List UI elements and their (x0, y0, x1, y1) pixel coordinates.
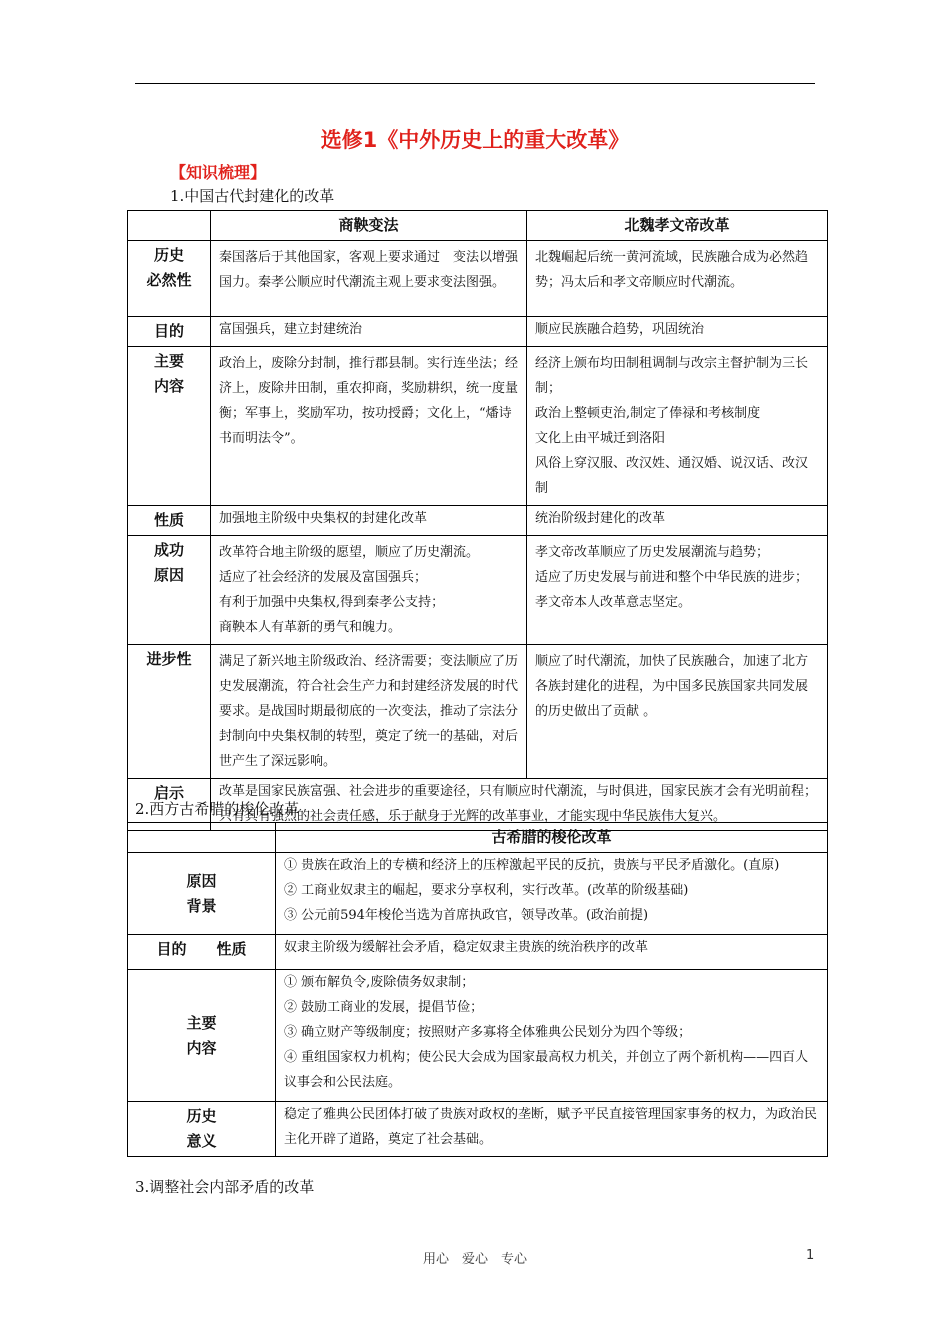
table-cell: 稳定了雅典公民团体打破了贵族对政权的垄断，赋予平民直接管理国家事务的权力，为政治民主化开辟了道路，奠定了社会基础。 (276, 1102, 828, 1157)
table-cell: 富国强兵，建立封建统治 (211, 317, 527, 347)
part1-heading: 1.中国古代封建化的改革 (170, 187, 335, 205)
table-row (128, 1102, 828, 1157)
table-cell: 经济上颁布均田制租调制与改宗主督护制为三长制； 政治上整顿吏治,制定了俸禄和考核制度 文化上由平城迁到洛阳 风俗上穿汉服、改汉姓、通汉婚、说汉话、改汉制 (527, 347, 828, 506)
table-cell: ① 颁布解负令,废除债务奴隶制； ② 鼓励工商业的发展，提倡节俭； ③ 确立财产等级制度；按照财产多寡将全体雅典公民划分为四个等级； ④ 重组国家权力机构；使公民大会成为国家最高权力机关，并创立了两个新机构——四百人议事会和公民法庭。 (276, 970, 828, 1102)
part2-heading: 2.西方古希腊的梭伦改革 (135, 800, 300, 818)
part1-table (127, 210, 828, 831)
section-tag: 【知识梳理】 (170, 163, 267, 182)
table-cell: 改革符合地主阶级的愿望，顺应了历史潮流。 适应了社会经济的发展及富国强兵； 有利于加强中央集权,得到秦孝公支持； 商鞅本人有革新的勇气和魄力。 (211, 536, 527, 645)
table-row (128, 506, 828, 536)
table-row (128, 536, 828, 645)
part1-corner-cell (128, 211, 211, 241)
row-header: 主要 内容 (128, 347, 211, 506)
column-header-shang-yang: 商鞅变法 (211, 211, 527, 241)
row-header: 主要 内容 (128, 970, 276, 1102)
part2-table (127, 822, 828, 1157)
table-cell: 秦国落后于其他国家，客观上要求通过 变法以增强国力。秦孝公顺应时代潮流主观上要求变法图强。 (211, 241, 527, 317)
row-header: 启示 (128, 779, 211, 831)
inspiration-cell: 改革是国家民族富强、社会进步的重要途径，只有顺应时代潮流，与时俱进，国家民族才会有光明前程；只有具有强烈的社会责任感，乐于献身于光辉的改革事业，才能实现中华民族伟大复兴。 (211, 779, 828, 831)
table-cell: 满足了新兴地主阶级政治、经济需要；变法顺应了历史发展潮流，符合社会生产力和封建经济发展的时代要求。是战国时期最彻底的一次变法，推动了宗法分封制向中央集权制的转型，奠定了统一的基础，对后世产生了深远影响。 (211, 645, 527, 779)
table-cell: 顺应了时代潮流，加快了民族融合，加速了北方各族封建化的进程，为中国多民族国家共同发展的历史做出了贡献 。 (527, 645, 828, 779)
header-rule (135, 83, 815, 84)
page-number: 1 (806, 1248, 815, 1263)
part3-heading: 3.调整社会内部矛盾的改革 (135, 1178, 315, 1196)
row-header: 历史 必然性 (128, 241, 211, 317)
table-cell: 北魏崛起后统一黄河流域，民族融合成为必然趋势；冯太后和孝文帝顺应时代潮流。 (527, 241, 828, 317)
row-header: 目的 (128, 317, 211, 347)
row-header: 历史 意义 (128, 1102, 276, 1157)
table-cell: 统治阶级封建化的改革 (527, 506, 828, 536)
table-cell: 顺应民族融合趋势，巩固统治 (527, 317, 828, 347)
table-cell: 政治上，废除分封制，推行郡县制。实行连坐法；经济上，废除井田制，重农抑商，奖励耕织，统一度量衡；军事上，奖励军功，按功授爵；文化上，“燔诗书而明法令”。 (211, 347, 527, 506)
table-cell: 奴隶主阶级为缓解社会矛盾，稳定奴隶主贵族的统治秩序的改革 (276, 935, 828, 970)
row-header: 进步性 (128, 645, 211, 779)
footer-motto: 用心 爱心 专心 (422, 1252, 527, 1267)
table-row (128, 347, 828, 506)
table-row (128, 853, 828, 935)
table-row (128, 935, 828, 970)
table-cell: 加强地主阶级中央集权的封建化改革 (211, 506, 527, 536)
row-header: 性质 (128, 506, 211, 536)
column-header-solon: 古希腊的梭伦改革 (276, 823, 828, 853)
part2-corner-cell (128, 823, 276, 853)
page-title: 选修1《中外历史上的重大改革》 (320, 128, 630, 152)
table-row (128, 645, 828, 779)
table-row (128, 241, 828, 317)
row-header: 原因 背景 (128, 853, 276, 935)
table-cell: 孝文帝改革顺应了历史发展潮流与趋势； 适应了历史发展与前进和整个中华民族的进步； 孝文帝本人改革意志坚定。 (527, 536, 828, 645)
row-header: 目的 性质 (128, 935, 276, 970)
table-row (128, 317, 828, 347)
table-cell: ① 贵族在政治上的专横和经济上的压榨激起平民的反抗，贵族与平民矛盾激化。(直原) ② 工商业奴隶主的崛起，要求分享权利，实行改革。(改革的阶级基础) ③ 公元前594年梭伦当选为首席执政官，领导改革。(政治前提) (276, 853, 828, 935)
column-header-xiaowen: 北魏孝文帝改革 (527, 211, 828, 241)
table-row (128, 970, 828, 1102)
row-header: 成功 原因 (128, 536, 211, 645)
